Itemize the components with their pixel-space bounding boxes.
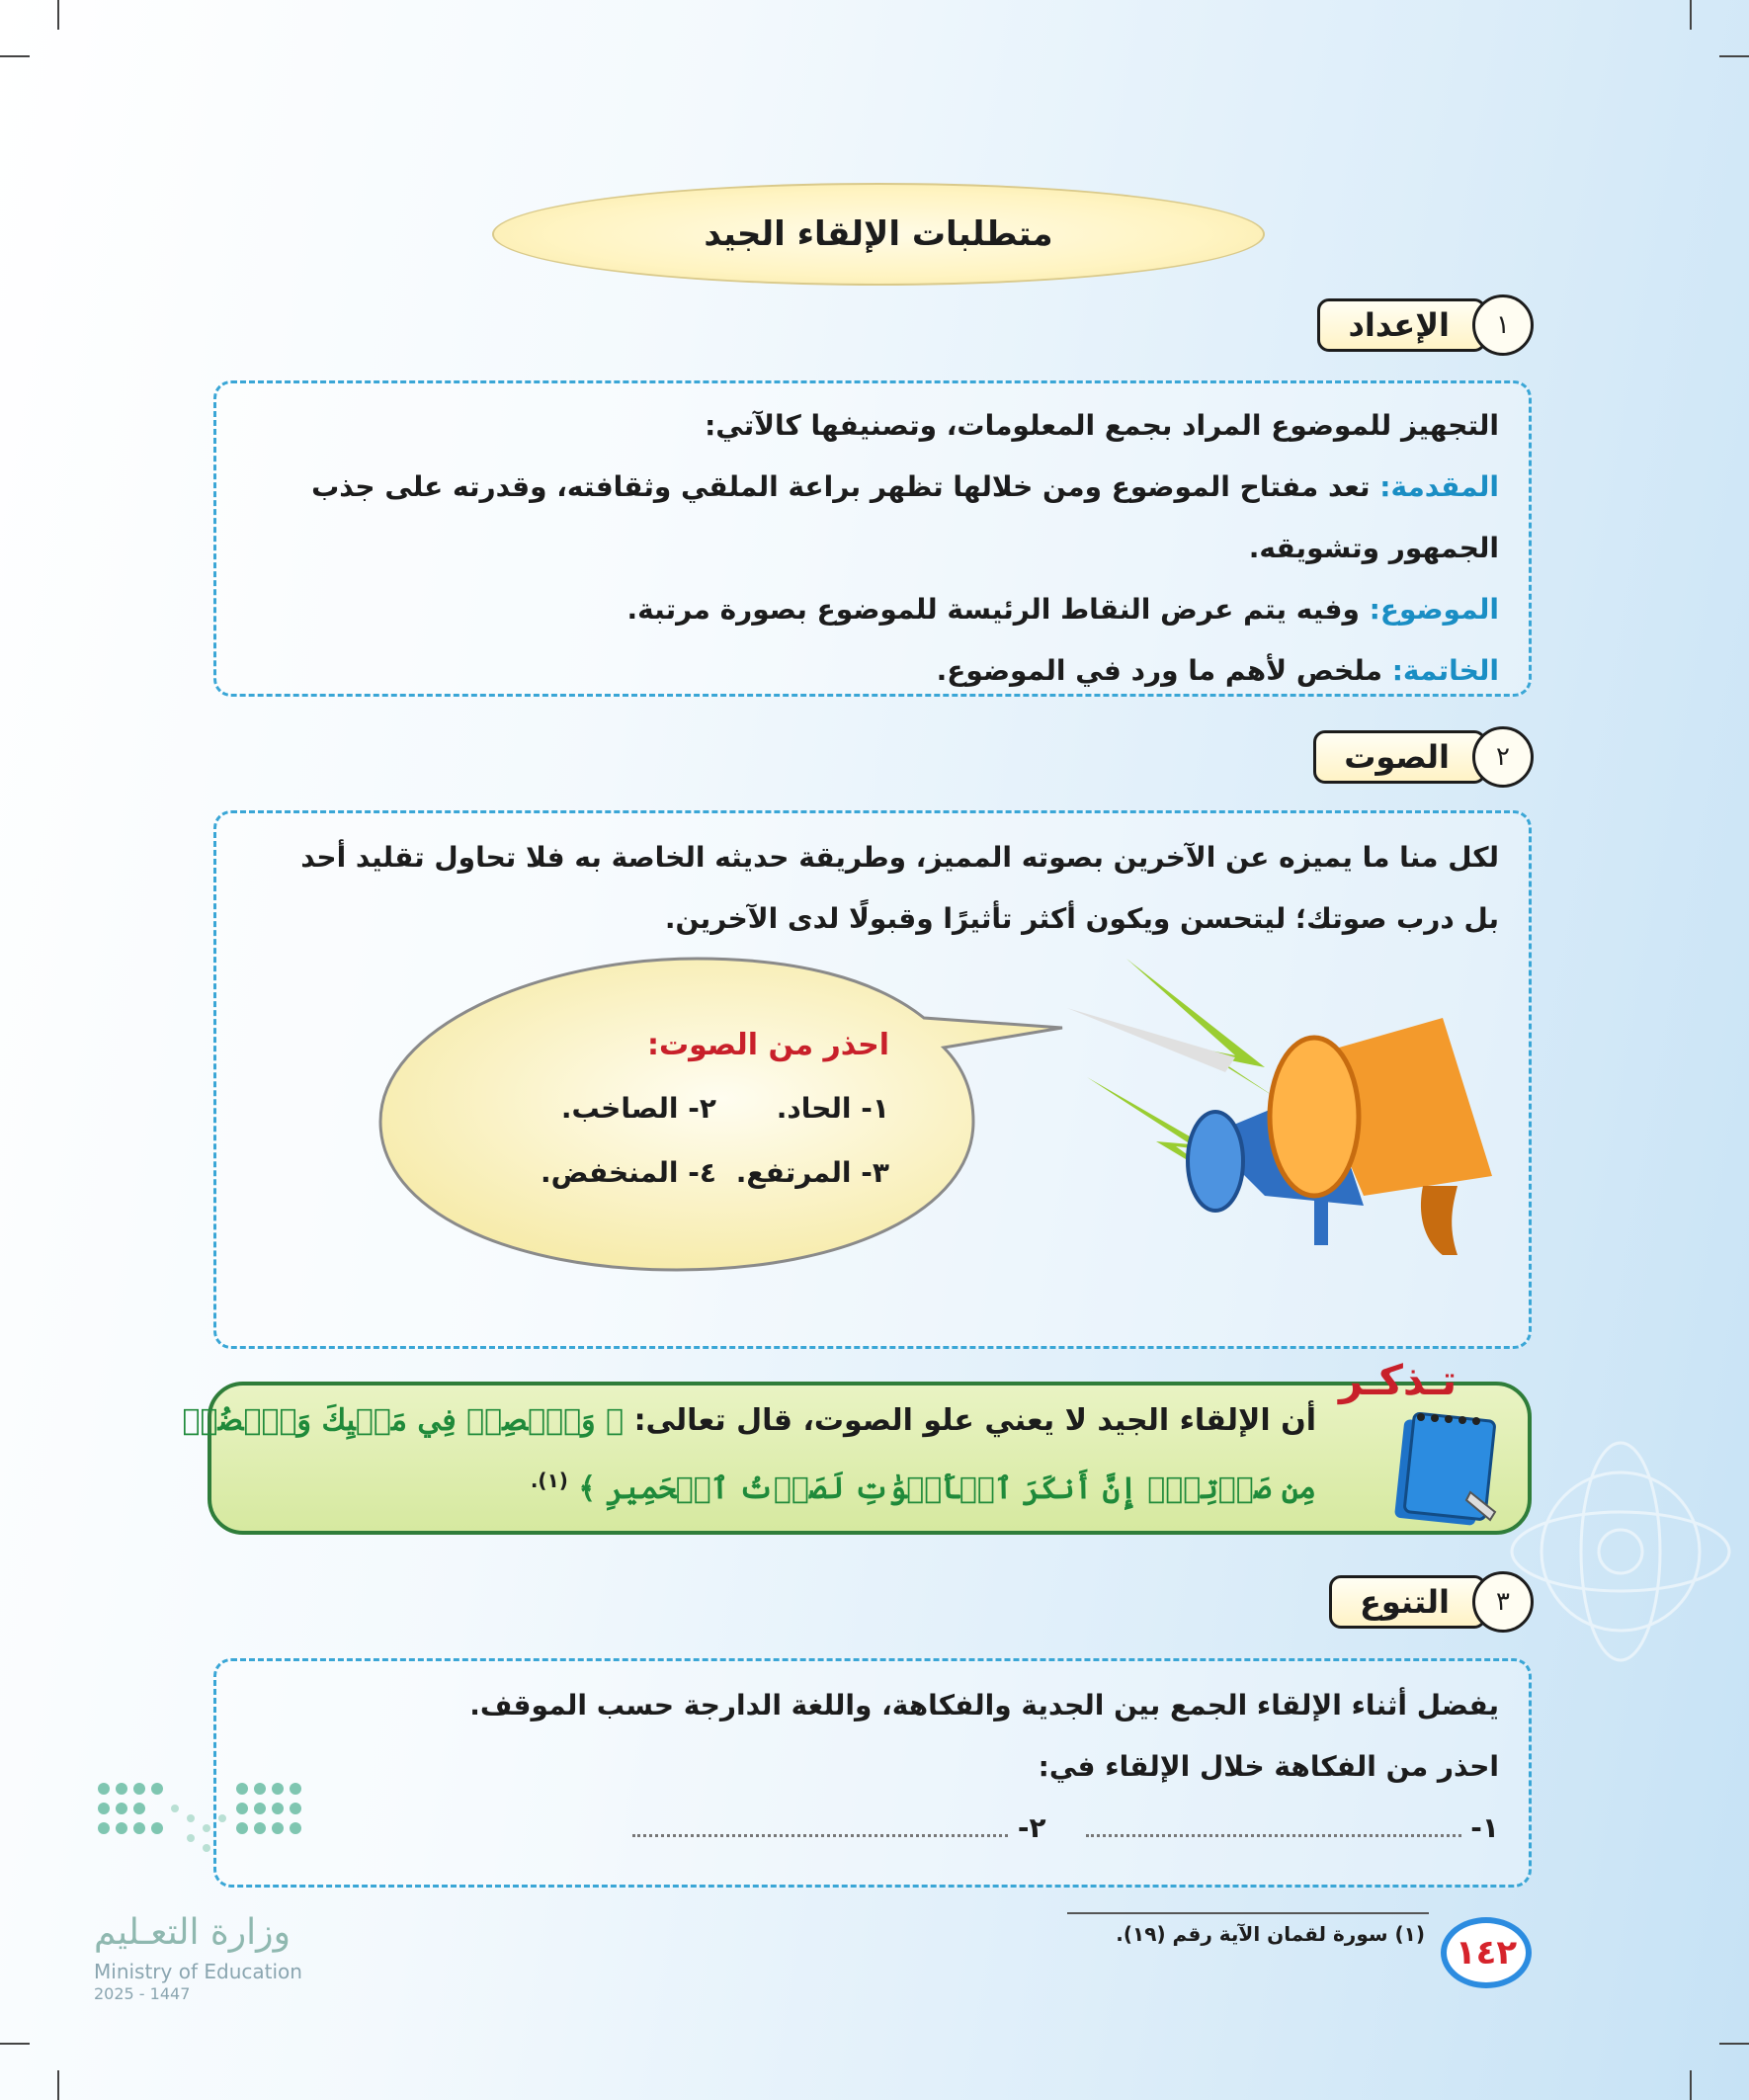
section-header-prep xyxy=(1317,294,1534,356)
crop-mark xyxy=(57,0,59,30)
prep-item-intro-cont: الجمهور وتشويقه. xyxy=(1248,532,1499,564)
variety-box xyxy=(213,1658,1532,1888)
verse-part-2: مِن صَوۡتِكَۚ إِنَّ أَنكَرَ ٱلۡأَصۡوَٰتِ لَصَوۡتُ ٱلۡحَمِيرِ ﴾ xyxy=(578,1471,1316,1506)
ministry-name-ar: وزارة التعـليم xyxy=(94,1912,291,1953)
blank-label: ٢- xyxy=(1017,1811,1046,1844)
section-label: الإعداد xyxy=(1317,298,1486,352)
crop-mark xyxy=(0,2043,30,2045)
crop-mark xyxy=(1690,2070,1692,2100)
section-label: الصوت xyxy=(1313,730,1486,784)
section-number: ١ xyxy=(1472,294,1534,356)
prep-key: الموضوع: xyxy=(1369,593,1499,626)
speech-bubble xyxy=(371,949,1082,1285)
prep-key: المقدمة: xyxy=(1379,470,1499,503)
verse-part-1: ﴿ وَٱقۡصِدۡ فِي مَشۡيِكَ وَٱغۡضُضۡ xyxy=(182,1403,625,1438)
variety-line-1: يفضل أثناء الإلقاء الجمع بين الجدية والفكاهة، واللغة الدارجة حسب الموقف. xyxy=(469,1689,1499,1722)
prep-text: وفيه يتم عرض النقاط الرئيسة للموضوع بصورة مرتبة. xyxy=(626,593,1370,626)
prep-box xyxy=(213,380,1532,697)
page-number-badge xyxy=(1441,1917,1532,1988)
prep-key: الخاتمة: xyxy=(1391,654,1499,687)
footnote-rule xyxy=(1067,1912,1429,1914)
voice-line-2: بل درب صوتك؛ ليتحسن ويكون أكثر تأثيرًا وقبولًا لدى الآخرين. xyxy=(664,902,1499,935)
bubble-item: ١- الحاد. xyxy=(776,1092,889,1125)
prep-item-conclusion xyxy=(246,640,1499,702)
answer-blank-1[interactable] xyxy=(1086,1798,1499,1859)
prep-intro: التجهيز للموضوع المراد بجمع المعلومات، وتصنيفها كالآتي: xyxy=(705,409,1499,442)
variety-line-2: احذر من الفكاهة خلال الإلقاء في: xyxy=(1038,1750,1499,1783)
prep-item-body xyxy=(246,579,1499,640)
page-title: متطلبات الإلقاء الجيد xyxy=(704,214,1053,254)
section-number: ٣ xyxy=(1472,1571,1534,1633)
section-header-voice xyxy=(1313,726,1534,788)
voice-line-1: لكل منا ما يميزه عن الآخرين بصوته المميز، وطريقة حديثه الخاصة به فلا تحاول تقليد أحد xyxy=(300,841,1499,874)
remember-line-1 xyxy=(183,1391,1316,1451)
bubble-title: احذر من الصوت: xyxy=(646,1028,889,1062)
ministry-year: 2025 - 1447 xyxy=(94,1984,191,2003)
page-title-banner xyxy=(492,183,1265,286)
footnote-ref: (١). xyxy=(530,1469,568,1492)
crop-mark xyxy=(1719,2043,1749,2045)
prep-item-intro xyxy=(246,457,1499,518)
ministry-name-en: Ministry of Education xyxy=(94,1960,302,1983)
section-label: التنوع xyxy=(1329,1575,1486,1629)
bubble-item: ٤- المنخفض. xyxy=(541,1156,716,1189)
notebook-icon xyxy=(1391,1403,1500,1527)
answer-blank-2[interactable] xyxy=(632,1798,1045,1859)
answer-blanks xyxy=(246,1798,1499,1859)
crop-mark xyxy=(1690,0,1692,30)
megaphones-illustration xyxy=(1067,949,1522,1275)
prep-text: تعد مفتاح الموضوع ومن خلالها تظهر براعة الملقي وثقافته، وقدرته على جذب xyxy=(311,470,1380,503)
section-header-variety xyxy=(1329,1571,1534,1633)
crop-mark xyxy=(0,55,30,57)
page-number: ١٤٢ xyxy=(1455,1933,1518,1973)
remember-text: أن الإلقاء الجيد لا يعني علو الصوت، قال تعالى: xyxy=(633,1403,1316,1438)
remember-line-2 xyxy=(531,1451,1316,1519)
bubble-item: ٢- الصاخب. xyxy=(560,1092,716,1125)
ministry-logo-dots xyxy=(94,1779,311,1897)
remember-badge: تـذكـر xyxy=(1339,1356,1458,1404)
footnote: (١) سورة لقمان الآية رقم (١٩). xyxy=(1116,1922,1425,1946)
blank-label: ١- xyxy=(1470,1811,1499,1844)
prep-text: ملخص لأهم ما ورد في الموضوع. xyxy=(936,654,1392,687)
crop-mark xyxy=(57,2070,59,2100)
section-number: ٢ xyxy=(1472,726,1534,788)
crop-mark xyxy=(1719,55,1749,57)
bubble-item: ٣- المرتفع. xyxy=(735,1156,889,1189)
